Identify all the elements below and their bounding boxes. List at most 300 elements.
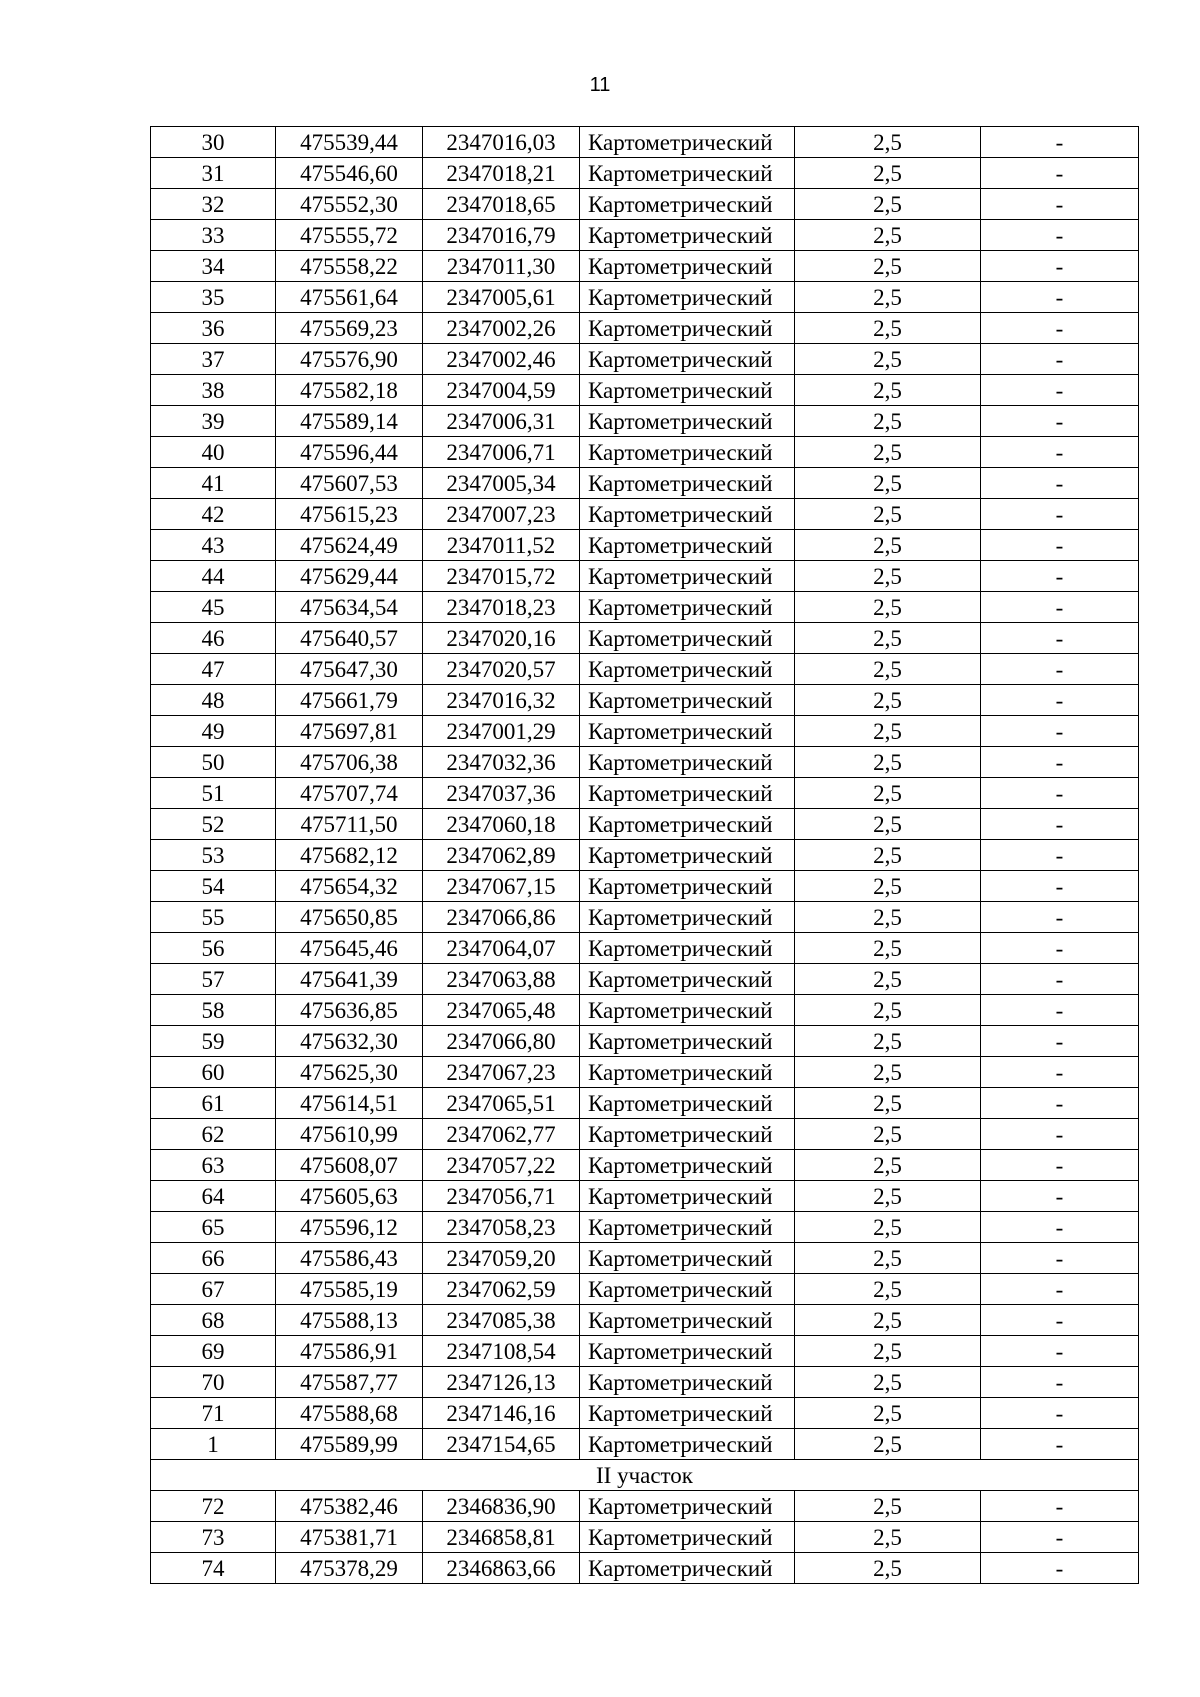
table-row <box>151 468 1139 499</box>
x-coordinate-cell: 475650,85 <box>276 902 423 933</box>
y-coordinate-cell: 2347020,16 <box>423 623 580 654</box>
description-cell: - <box>981 189 1139 220</box>
x-coordinate-cell: 475382,46 <box>276 1491 423 1522</box>
method-cell: Картометрический <box>580 1522 795 1553</box>
point-number-cell: 38 <box>151 375 276 406</box>
point-number-cell: 33 <box>151 220 276 251</box>
table-row <box>151 406 1139 437</box>
table-row <box>151 871 1139 902</box>
accuracy-cell: 2,5 <box>795 220 981 251</box>
method-cell: Картометрический <box>580 282 795 313</box>
y-coordinate-cell: 2347066,80 <box>423 1026 580 1057</box>
method-cell: Картометрический <box>580 1181 795 1212</box>
accuracy-cell: 2,5 <box>795 809 981 840</box>
accuracy-cell: 2,5 <box>795 1553 981 1584</box>
method-cell: Картометрический <box>580 1274 795 1305</box>
method-cell: Картометрический <box>580 902 795 933</box>
x-coordinate-cell: 475596,12 <box>276 1212 423 1243</box>
x-coordinate-cell: 475697,81 <box>276 716 423 747</box>
table-row <box>151 127 1139 158</box>
accuracy-cell: 2,5 <box>795 530 981 561</box>
x-coordinate-cell: 475634,54 <box>276 592 423 623</box>
accuracy-cell: 2,5 <box>795 1057 981 1088</box>
accuracy-cell: 2,5 <box>795 158 981 189</box>
description-cell: - <box>981 375 1139 406</box>
table-row <box>151 809 1139 840</box>
y-coordinate-cell: 2346858,81 <box>423 1522 580 1553</box>
y-coordinate-cell: 2347066,86 <box>423 902 580 933</box>
x-coordinate-cell: 475586,43 <box>276 1243 423 1274</box>
method-cell: Картометрический <box>580 1057 795 1088</box>
accuracy-cell: 2,5 <box>795 685 981 716</box>
accuracy-cell: 2,5 <box>795 499 981 530</box>
table-row <box>151 1181 1139 1212</box>
description-cell: - <box>981 1491 1139 1522</box>
section-label: II участок <box>151 1460 1139 1491</box>
x-coordinate-cell: 475576,90 <box>276 344 423 375</box>
table-row <box>151 1057 1139 1088</box>
x-coordinate-cell: 475707,74 <box>276 778 423 809</box>
accuracy-cell: 2,5 <box>795 313 981 344</box>
point-number-cell: 42 <box>151 499 276 530</box>
description-cell: - <box>981 1057 1139 1088</box>
accuracy-cell: 2,5 <box>795 437 981 468</box>
coordinates-table-body <box>151 127 1139 1584</box>
y-coordinate-cell: 2347011,30 <box>423 251 580 282</box>
y-coordinate-cell: 2347065,48 <box>423 995 580 1026</box>
method-cell: Картометрический <box>580 964 795 995</box>
y-coordinate-cell: 2347015,72 <box>423 561 580 592</box>
description-cell: - <box>981 406 1139 437</box>
x-coordinate-cell: 475546,60 <box>276 158 423 189</box>
accuracy-cell: 2,5 <box>795 1305 981 1336</box>
accuracy-cell: 2,5 <box>795 375 981 406</box>
table-row <box>151 1305 1139 1336</box>
accuracy-cell: 2,5 <box>795 933 981 964</box>
x-coordinate-cell: 475711,50 <box>276 809 423 840</box>
point-number-cell: 48 <box>151 685 276 716</box>
method-cell: Картометрический <box>580 1243 795 1274</box>
y-coordinate-cell: 2347006,31 <box>423 406 580 437</box>
description-cell: - <box>981 654 1139 685</box>
table-row <box>151 1150 1139 1181</box>
description-cell: - <box>981 716 1139 747</box>
accuracy-cell: 2,5 <box>795 1398 981 1429</box>
y-coordinate-cell: 2347063,88 <box>423 964 580 995</box>
accuracy-cell: 2,5 <box>795 127 981 158</box>
accuracy-cell: 2,5 <box>795 964 981 995</box>
description-cell: - <box>981 623 1139 654</box>
y-coordinate-cell: 2347032,36 <box>423 747 580 778</box>
table-row <box>151 592 1139 623</box>
table-row <box>151 158 1139 189</box>
accuracy-cell: 2,5 <box>795 1243 981 1274</box>
accuracy-cell: 2,5 <box>795 1429 981 1460</box>
table-row <box>151 1429 1139 1460</box>
accuracy-cell: 2,5 <box>795 1522 981 1553</box>
description-cell: - <box>981 468 1139 499</box>
y-coordinate-cell: 2347067,23 <box>423 1057 580 1088</box>
accuracy-cell: 2,5 <box>795 747 981 778</box>
point-number-cell: 44 <box>151 561 276 592</box>
point-number-cell: 37 <box>151 344 276 375</box>
table-row <box>151 1274 1139 1305</box>
x-coordinate-cell: 475582,18 <box>276 375 423 406</box>
accuracy-cell: 2,5 <box>795 406 981 437</box>
description-cell: - <box>981 282 1139 313</box>
description-cell: - <box>981 995 1139 1026</box>
description-cell: - <box>981 1088 1139 1119</box>
point-number-cell: 51 <box>151 778 276 809</box>
table-row <box>151 654 1139 685</box>
point-number-cell: 54 <box>151 871 276 902</box>
point-number-cell: 74 <box>151 1553 276 1584</box>
table-row <box>151 778 1139 809</box>
x-coordinate-cell: 475661,79 <box>276 685 423 716</box>
table-row <box>151 344 1139 375</box>
y-coordinate-cell: 2346863,66 <box>423 1553 580 1584</box>
y-coordinate-cell: 2347057,22 <box>423 1150 580 1181</box>
point-number-cell: 59 <box>151 1026 276 1057</box>
y-coordinate-cell: 2347067,15 <box>423 871 580 902</box>
point-number-cell: 30 <box>151 127 276 158</box>
description-cell: - <box>981 313 1139 344</box>
point-number-cell: 43 <box>151 530 276 561</box>
table-row <box>151 933 1139 964</box>
method-cell: Картометрический <box>580 127 795 158</box>
method-cell: Картометрический <box>580 1026 795 1057</box>
section-row <box>151 1460 1139 1491</box>
description-cell: - <box>981 1243 1139 1274</box>
point-number-cell: 71 <box>151 1398 276 1429</box>
accuracy-cell: 2,5 <box>795 840 981 871</box>
method-cell: Картометрический <box>580 1119 795 1150</box>
table-row <box>151 1026 1139 1057</box>
table-row <box>151 251 1139 282</box>
point-number-cell: 55 <box>151 902 276 933</box>
page-number: 11 <box>589 74 611 96</box>
x-coordinate-cell: 475539,44 <box>276 127 423 158</box>
accuracy-cell: 2,5 <box>795 1274 981 1305</box>
method-cell: Картометрический <box>580 592 795 623</box>
table-row <box>151 1491 1139 1522</box>
x-coordinate-cell: 475586,91 <box>276 1336 423 1367</box>
point-number-cell: 64 <box>151 1181 276 1212</box>
accuracy-cell: 2,5 <box>795 282 981 313</box>
point-number-cell: 58 <box>151 995 276 1026</box>
description-cell: - <box>981 1336 1139 1367</box>
accuracy-cell: 2,5 <box>795 871 981 902</box>
table-row <box>151 1398 1139 1429</box>
table-row <box>151 685 1139 716</box>
description-cell: - <box>981 1212 1139 1243</box>
method-cell: Картометрический <box>580 995 795 1026</box>
x-coordinate-cell: 475640,57 <box>276 623 423 654</box>
accuracy-cell: 2,5 <box>795 623 981 654</box>
table-row <box>151 1119 1139 1150</box>
description-cell: - <box>981 499 1139 530</box>
description-cell: - <box>981 344 1139 375</box>
method-cell: Картометрический <box>580 375 795 406</box>
table-row <box>151 1336 1139 1367</box>
x-coordinate-cell: 475381,71 <box>276 1522 423 1553</box>
y-coordinate-cell: 2347001,29 <box>423 716 580 747</box>
y-coordinate-cell: 2347018,23 <box>423 592 580 623</box>
point-number-cell: 47 <box>151 654 276 685</box>
x-coordinate-cell: 475561,64 <box>276 282 423 313</box>
accuracy-cell: 2,5 <box>795 1150 981 1181</box>
description-cell: - <box>981 871 1139 902</box>
table-row <box>151 840 1139 871</box>
point-number-cell: 61 <box>151 1088 276 1119</box>
y-coordinate-cell: 2347018,65 <box>423 189 580 220</box>
method-cell: Картометрический <box>580 716 795 747</box>
method-cell: Картометрический <box>580 406 795 437</box>
description-cell: - <box>981 1398 1139 1429</box>
y-coordinate-cell: 2347062,77 <box>423 1119 580 1150</box>
point-number-cell: 32 <box>151 189 276 220</box>
point-number-cell: 62 <box>151 1119 276 1150</box>
point-number-cell: 56 <box>151 933 276 964</box>
accuracy-cell: 2,5 <box>795 561 981 592</box>
point-number-cell: 50 <box>151 747 276 778</box>
point-number-cell: 40 <box>151 437 276 468</box>
x-coordinate-cell: 475589,14 <box>276 406 423 437</box>
description-cell: - <box>981 1150 1139 1181</box>
point-number-cell: 41 <box>151 468 276 499</box>
accuracy-cell: 2,5 <box>795 1212 981 1243</box>
description-cell: - <box>981 220 1139 251</box>
x-coordinate-cell: 475588,13 <box>276 1305 423 1336</box>
y-coordinate-cell: 2347146,16 <box>423 1398 580 1429</box>
method-cell: Картометрический <box>580 685 795 716</box>
method-cell: Картометрический <box>580 1212 795 1243</box>
table-row <box>151 1243 1139 1274</box>
table-row <box>151 1367 1139 1398</box>
x-coordinate-cell: 475608,07 <box>276 1150 423 1181</box>
point-number-cell: 39 <box>151 406 276 437</box>
y-coordinate-cell: 2347011,52 <box>423 530 580 561</box>
description-cell: - <box>981 840 1139 871</box>
y-coordinate-cell: 2347126,13 <box>423 1367 580 1398</box>
table-row <box>151 716 1139 747</box>
method-cell: Картометрический <box>580 1491 795 1522</box>
method-cell: Картометрический <box>580 344 795 375</box>
point-number-cell: 52 <box>151 809 276 840</box>
method-cell: Картометрический <box>580 1429 795 1460</box>
description-cell: - <box>981 561 1139 592</box>
y-coordinate-cell: 2347062,89 <box>423 840 580 871</box>
method-cell: Картометрический <box>580 437 795 468</box>
accuracy-cell: 2,5 <box>795 189 981 220</box>
description-cell: - <box>981 1522 1139 1553</box>
accuracy-cell: 2,5 <box>795 344 981 375</box>
point-number-cell: 1 <box>151 1429 276 1460</box>
table-row <box>151 561 1139 592</box>
accuracy-cell: 2,5 <box>795 1367 981 1398</box>
point-number-cell: 66 <box>151 1243 276 1274</box>
x-coordinate-cell: 475555,72 <box>276 220 423 251</box>
table-row <box>151 313 1139 344</box>
accuracy-cell: 2,5 <box>795 1336 981 1367</box>
accuracy-cell: 2,5 <box>795 592 981 623</box>
y-coordinate-cell: 2347108,54 <box>423 1336 580 1367</box>
table-row <box>151 902 1139 933</box>
x-coordinate-cell: 475647,30 <box>276 654 423 685</box>
x-coordinate-cell: 475585,19 <box>276 1274 423 1305</box>
description-cell: - <box>981 1305 1139 1336</box>
x-coordinate-cell: 475607,53 <box>276 468 423 499</box>
y-coordinate-cell: 2347154,65 <box>423 1429 580 1460</box>
x-coordinate-cell: 475558,22 <box>276 251 423 282</box>
method-cell: Картометрический <box>580 1398 795 1429</box>
y-coordinate-cell: 2347058,23 <box>423 1212 580 1243</box>
y-coordinate-cell: 2347016,32 <box>423 685 580 716</box>
table-row <box>151 747 1139 778</box>
method-cell: Картометрический <box>580 158 795 189</box>
x-coordinate-cell: 475706,38 <box>276 747 423 778</box>
x-coordinate-cell: 475589,99 <box>276 1429 423 1460</box>
method-cell: Картометрический <box>580 778 795 809</box>
y-coordinate-cell: 2347002,46 <box>423 344 580 375</box>
method-cell: Картометрический <box>580 871 795 902</box>
table-row <box>151 964 1139 995</box>
method-cell: Картометрический <box>580 251 795 282</box>
point-number-cell: 34 <box>151 251 276 282</box>
description-cell: - <box>981 127 1139 158</box>
y-coordinate-cell: 2347037,36 <box>423 778 580 809</box>
point-number-cell: 31 <box>151 158 276 189</box>
method-cell: Картометрический <box>580 313 795 344</box>
description-cell: - <box>981 592 1139 623</box>
x-coordinate-cell: 475615,23 <box>276 499 423 530</box>
point-number-cell: 63 <box>151 1150 276 1181</box>
x-coordinate-cell: 475624,49 <box>276 530 423 561</box>
point-number-cell: 46 <box>151 623 276 654</box>
accuracy-cell: 2,5 <box>795 468 981 499</box>
point-number-cell: 60 <box>151 1057 276 1088</box>
y-coordinate-cell: 2347065,51 <box>423 1088 580 1119</box>
accuracy-cell: 2,5 <box>795 1181 981 1212</box>
description-cell: - <box>981 1026 1139 1057</box>
table-row <box>151 437 1139 468</box>
method-cell: Картометрический <box>580 809 795 840</box>
y-coordinate-cell: 2347056,71 <box>423 1181 580 1212</box>
method-cell: Картометрический <box>580 747 795 778</box>
x-coordinate-cell: 475629,44 <box>276 561 423 592</box>
description-cell: - <box>981 158 1139 189</box>
description-cell: - <box>981 1119 1139 1150</box>
accuracy-cell: 2,5 <box>795 1491 981 1522</box>
x-coordinate-cell: 475378,29 <box>276 1553 423 1584</box>
accuracy-cell: 2,5 <box>795 1119 981 1150</box>
table-row <box>151 1553 1139 1584</box>
y-coordinate-cell: 2347020,57 <box>423 654 580 685</box>
table-row <box>151 995 1139 1026</box>
point-number-cell: 72 <box>151 1491 276 1522</box>
table-row <box>151 1522 1139 1553</box>
y-coordinate-cell: 2347007,23 <box>423 499 580 530</box>
point-number-cell: 68 <box>151 1305 276 1336</box>
point-number-cell: 57 <box>151 964 276 995</box>
x-coordinate-cell: 475645,46 <box>276 933 423 964</box>
coordinates-table <box>150 126 1139 1584</box>
description-cell: - <box>981 964 1139 995</box>
y-coordinate-cell: 2346836,90 <box>423 1491 580 1522</box>
description-cell: - <box>981 530 1139 561</box>
accuracy-cell: 2,5 <box>795 778 981 809</box>
description-cell: - <box>981 778 1139 809</box>
accuracy-cell: 2,5 <box>795 902 981 933</box>
accuracy-cell: 2,5 <box>795 995 981 1026</box>
x-coordinate-cell: 475605,63 <box>276 1181 423 1212</box>
x-coordinate-cell: 475682,12 <box>276 840 423 871</box>
y-coordinate-cell: 2347018,21 <box>423 158 580 189</box>
description-cell: - <box>981 1429 1139 1460</box>
description-cell: - <box>981 251 1139 282</box>
y-coordinate-cell: 2347004,59 <box>423 375 580 406</box>
method-cell: Картометрический <box>580 468 795 499</box>
y-coordinate-cell: 2347016,79 <box>423 220 580 251</box>
table-row <box>151 1088 1139 1119</box>
method-cell: Картометрический <box>580 499 795 530</box>
x-coordinate-cell: 475632,30 <box>276 1026 423 1057</box>
accuracy-cell: 2,5 <box>795 251 981 282</box>
method-cell: Картометрический <box>580 530 795 561</box>
method-cell: Картометрический <box>580 220 795 251</box>
table-row <box>151 1212 1139 1243</box>
method-cell: Картометрический <box>580 1150 795 1181</box>
y-coordinate-cell: 2347064,07 <box>423 933 580 964</box>
table-row <box>151 189 1139 220</box>
x-coordinate-cell: 475654,32 <box>276 871 423 902</box>
y-coordinate-cell: 2347005,34 <box>423 468 580 499</box>
table-row <box>151 499 1139 530</box>
point-number-cell: 70 <box>151 1367 276 1398</box>
x-coordinate-cell: 475587,77 <box>276 1367 423 1398</box>
y-coordinate-cell: 2347002,26 <box>423 313 580 344</box>
method-cell: Картометрический <box>580 1367 795 1398</box>
x-coordinate-cell: 475641,39 <box>276 964 423 995</box>
description-cell: - <box>981 1553 1139 1584</box>
description-cell: - <box>981 1274 1139 1305</box>
accuracy-cell: 2,5 <box>795 1088 981 1119</box>
method-cell: Картометрический <box>580 189 795 220</box>
x-coordinate-cell: 475625,30 <box>276 1057 423 1088</box>
description-cell: - <box>981 1181 1139 1212</box>
description-cell: - <box>981 685 1139 716</box>
y-coordinate-cell: 2347060,18 <box>423 809 580 840</box>
y-coordinate-cell: 2347085,38 <box>423 1305 580 1336</box>
description-cell: - <box>981 1367 1139 1398</box>
table-row <box>151 220 1139 251</box>
method-cell: Картометрический <box>580 1305 795 1336</box>
x-coordinate-cell: 475552,30 <box>276 189 423 220</box>
point-number-cell: 65 <box>151 1212 276 1243</box>
point-number-cell: 36 <box>151 313 276 344</box>
table-row <box>151 282 1139 313</box>
method-cell: Картометрический <box>580 1088 795 1119</box>
accuracy-cell: 2,5 <box>795 1026 981 1057</box>
point-number-cell: 35 <box>151 282 276 313</box>
method-cell: Картометрический <box>580 561 795 592</box>
x-coordinate-cell: 475569,23 <box>276 313 423 344</box>
method-cell: Картометрический <box>580 1553 795 1584</box>
x-coordinate-cell: 475596,44 <box>276 437 423 468</box>
x-coordinate-cell: 475610,99 <box>276 1119 423 1150</box>
table-row <box>151 530 1139 561</box>
table-row <box>151 623 1139 654</box>
